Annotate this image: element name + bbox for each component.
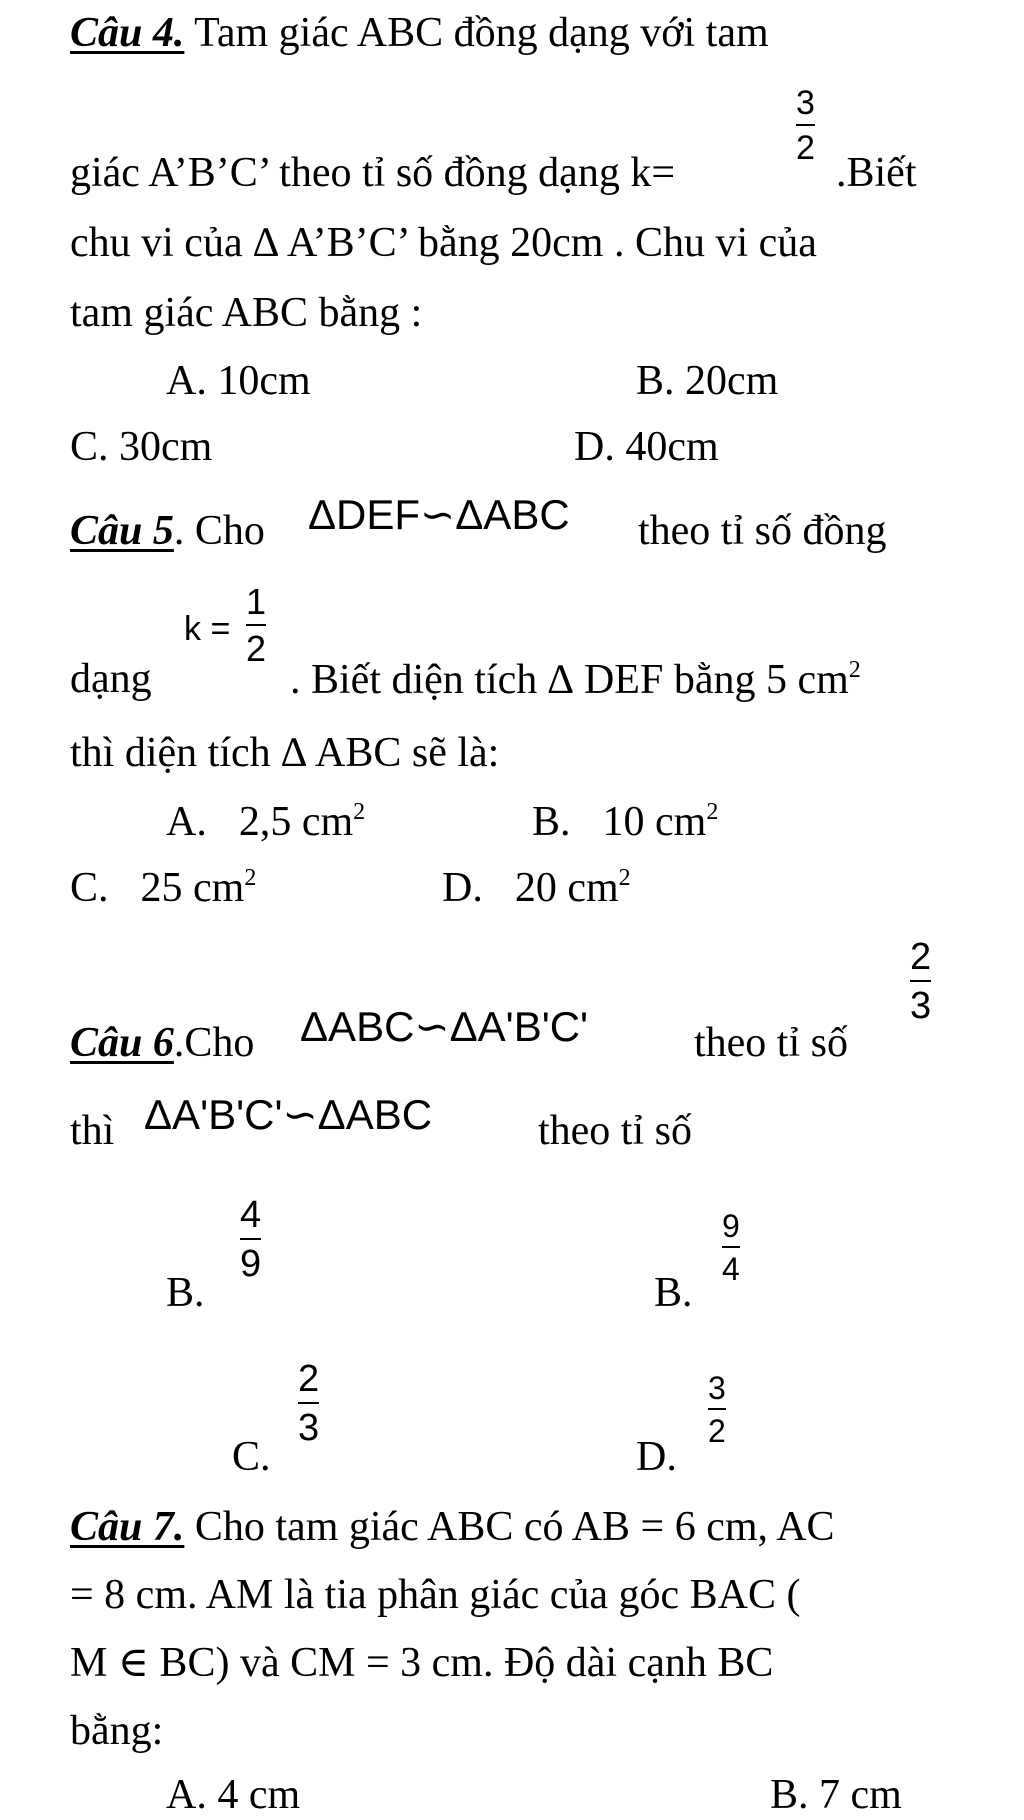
q5-k-fraction: [246, 581, 267, 669]
fraction-bar: [298, 1402, 319, 1404]
q5-k-denominator: 2: [246, 628, 267, 669]
q5-line1-tail: theo tỉ số đồng: [638, 508, 887, 554]
q5-line1: [70, 510, 265, 552]
option-sup: 2: [618, 865, 631, 891]
q6-ratio-fraction: [910, 938, 931, 1025]
q4-stem-line1: Tam giác ABC đồng dạng với tam: [184, 10, 769, 56]
q5-option-c[interactable]: [70, 866, 256, 909]
q6-line1: [70, 1022, 254, 1064]
q5-k-numerator: 1: [246, 581, 267, 622]
q6-ratio-denominator: 3: [910, 985, 932, 1027]
q4-line4: tam giác ABC bằng :: [70, 290, 423, 336]
q6-option-2-fraction[interactable]: [722, 1210, 740, 1285]
fraction-numerator: 4: [240, 1194, 262, 1236]
q7-line3: M ∈ BC) và CM = 3 cm. Độ dài cạnh BC: [70, 1640, 774, 1686]
fraction-numerator: 9: [722, 1208, 740, 1244]
fraction-bar: [246, 624, 266, 626]
q5-line2a: dạng: [70, 656, 152, 702]
option-sup: 2: [244, 865, 257, 891]
fraction-denominator: 9: [240, 1243, 262, 1285]
q4-option-c[interactable]: C. 30cm: [70, 424, 213, 470]
q5-label-tail: . Cho: [173, 508, 265, 554]
q6-similarity-expr2: ΔA'B'C'∽ΔABC: [144, 1091, 433, 1138]
fraction-numerator: 2: [298, 1358, 320, 1400]
q4-line2: [70, 152, 675, 194]
q6-option-1-letter[interactable]: B.: [166, 1270, 205, 1316]
option-letter: B.: [532, 799, 571, 845]
option-sup: 2: [353, 799, 366, 825]
option-letter: A.: [166, 799, 207, 845]
q5-k-prefix: k =: [184, 610, 231, 648]
q4-option-a[interactable]: A. 10cm: [166, 358, 311, 404]
q4-option-b[interactable]: B. 20cm: [636, 358, 779, 404]
q6-line2a: thì: [70, 1108, 115, 1154]
q6-label-tail: .Cho: [173, 1020, 255, 1066]
q5-label: Câu 5: [70, 508, 174, 554]
option-value: 20 cm: [514, 865, 619, 911]
q4-label: Câu 4.: [70, 10, 185, 56]
option-letter: D.: [442, 865, 483, 911]
q5-line2b: [290, 658, 861, 701]
fraction-denominator: 4: [722, 1251, 740, 1287]
fraction-numerator: 3: [708, 1370, 726, 1406]
q6-option-4-fraction[interactable]: [708, 1372, 726, 1447]
q4-k-denominator: 2: [796, 129, 815, 167]
q7-line1: [70, 1506, 835, 1548]
q4-line2b: .Biết: [836, 150, 917, 196]
q7-line4: bằng:: [70, 1708, 164, 1754]
q4-line3: chu vi của ∆ A’B’C’ bằng 20cm . Chu vi của: [70, 220, 817, 266]
fraction-bar: [910, 980, 931, 982]
fraction-bar: [796, 124, 815, 126]
q4-k-numerator: 3: [796, 84, 815, 122]
q5-line2b-sup: 2: [848, 657, 861, 683]
q6-label: Câu 6: [70, 1020, 174, 1066]
q6-option-4-letter[interactable]: D.: [636, 1434, 677, 1480]
option-value: 2,5 cm: [238, 799, 354, 845]
option-value: 10 cm: [602, 799, 707, 845]
q7-option-b[interactable]: B. 7 cm: [770, 1772, 902, 1818]
q5-option-a[interactable]: [166, 800, 365, 843]
q5-option-d[interactable]: [442, 866, 631, 909]
fraction-denominator: 3: [298, 1407, 320, 1449]
fraction-bar: [708, 1408, 726, 1410]
q7-option-a[interactable]: A. 4 cm: [166, 1772, 301, 1818]
fraction-bar: [722, 1246, 740, 1248]
q5-line3: thì diện tích ∆ ABC sẽ là:: [70, 730, 500, 776]
q7-stem-line1: Cho tam giác ABC có AB = 6 cm, AC: [184, 1504, 835, 1550]
q4-k-fraction: [796, 86, 815, 165]
q6-option-2-letter[interactable]: B.: [654, 1270, 693, 1316]
q6-ratio-numerator: 2: [910, 936, 932, 978]
q5-option-b[interactable]: [532, 800, 718, 843]
q5-line2b-text: . Biết diện tích ∆ DEF bằng 5 cm: [290, 657, 849, 703]
q6-option-1-fraction[interactable]: [240, 1196, 261, 1283]
q4-option-d[interactable]: D. 40cm: [574, 424, 719, 470]
option-letter: C.: [70, 865, 109, 911]
q4-stem-line2a: giác A’B’C’ theo tỉ số đồng dạng k=: [70, 150, 676, 196]
q6-similarity-expr1: ΔABC∽ΔA'B'C': [300, 1003, 589, 1050]
option-sup: 2: [706, 799, 719, 825]
fraction-bar: [240, 1238, 261, 1240]
q6-line2-tail: theo tỉ số: [538, 1108, 692, 1154]
q4-line1: [70, 12, 769, 54]
q5-similarity-expr: ΔDEF∽ΔABC: [308, 491, 570, 538]
q6-option-3-letter[interactable]: C.: [232, 1434, 271, 1480]
q6-option-3-fraction[interactable]: [298, 1360, 319, 1447]
q7-line2: = 8 cm. AM là tia phân giác của góc BAC (: [70, 1572, 801, 1618]
q7-label: Câu 7.: [70, 1504, 185, 1550]
option-value: 25 cm: [140, 865, 245, 911]
fraction-denominator: 2: [708, 1413, 726, 1449]
q6-line1-tail: theo tỉ số: [694, 1020, 848, 1066]
